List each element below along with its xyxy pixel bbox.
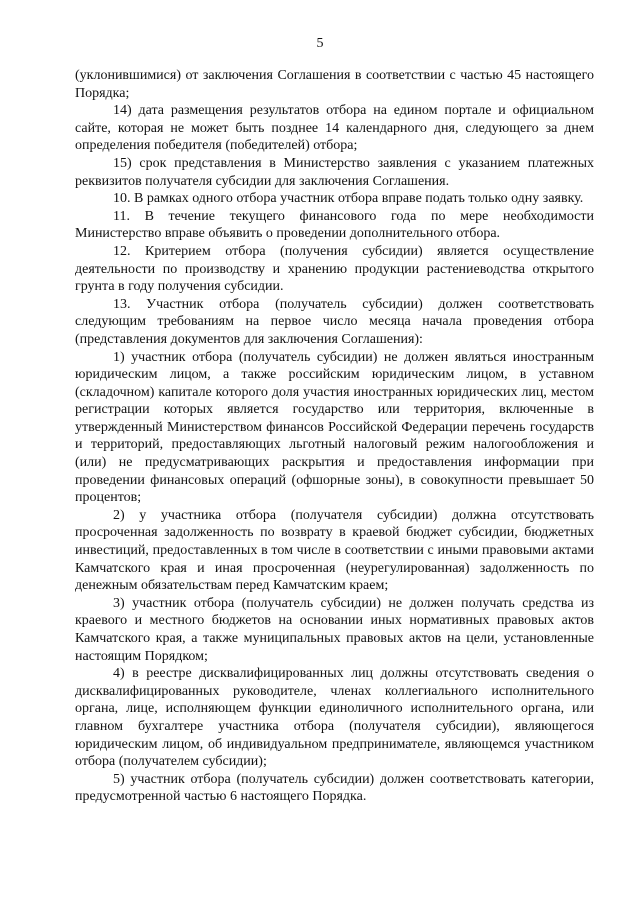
paragraph: 3) участник отбора (получатель субсидии) не должен получать средства из краевого и местного бюджетов на основании иных нормативных правовых актов Камчатского края, а также муниципальных правовых актов на цели, установленные настоящим Порядком; xyxy=(75,595,594,664)
paragraph: 1) участник отбора (получатель субсидии) не должен являться иностранным юридическим лицом, а также российским юридическим лицом, в уставном (складочном) капитале которого доля участия иностранных юридических лиц, местом регистрации которых является государство или территория, включенные в утвержденный Министерством финансов Российской Федерации перечень государств и территорий, предоставляющих льготный налоговый режим налогообложения и (или) не предусматривающих раскрытия и предоставления информации при проведении финансовых операций (офшорные зоны), в совокупности превышает 50 процентов; xyxy=(75,349,594,506)
paragraph: 10. В рамках одного отбора участник отбора вправе подать только одну заявку. xyxy=(113,191,584,207)
page-number: 5 xyxy=(316,36,324,51)
paragraph: 4) в реестре дисквалифицированных лиц должны отсутствовать сведения о дисквалифицированных руководителе, членах коллегиального исполнительного органа, лице, исполняющем функции единоличного исполнительного органа, или главном бухгалтере участника отбора (получателя субсидии), являющегося юридическим лицом, об индивидуальном предпринимателе, являющемся участником отбора (получателем субсидии); xyxy=(75,666,594,770)
paragraph: (уклонившимися) от заключения Соглашения в соответствии с частью 45 настоящего Порядка; xyxy=(75,68,594,101)
paragraph: 14) дата размещения результатов отбора на едином портале и официальном сайте, которая не может быть позднее 14 календарного дня, следующего за днем определения победителя (победителей) отбора; xyxy=(75,103,594,154)
document-body xyxy=(75,67,594,806)
paragraph: 12. Критерием отбора (получения субсидии) является осуществление деятельности по производству и хранению продукции растениеводства открытого грунта в году получения субсидии. xyxy=(75,243,594,295)
paragraph: 5) участник отбора (получатель субсидии) должен соответствовать категории, предусмотренной частью 6 настоящего Порядка. xyxy=(75,771,594,805)
paragraph: 13. Участник отбора (получатель субсидии) должен соответствовать следующим требованиям на первое число месяца начала проведения отбора (представления документов для заключения Соглашения): xyxy=(75,296,594,347)
paragraph: 15) срок представления в Министерство заявления с указанием платежных реквизитов получателя субсидии для заключения Соглашения. xyxy=(75,155,594,189)
paragraph: 11. В течение текущего финансового года по мере необходимости Министерство вправе объявить о проведении дополнительного отбора. xyxy=(75,208,594,242)
paragraph: 2) у участника отбора (получателя субсидии) должна отсутствовать просроченная задолженность по возврату в краевой бюджет субсидии, бюджетных инвестиций, предоставленных в том числе в соответствии с иными правовыми актами Камчатского края и иная просроченная (неурегулированная) задолженность по денежным обязательствам перед Камчатским краем; xyxy=(75,507,594,594)
